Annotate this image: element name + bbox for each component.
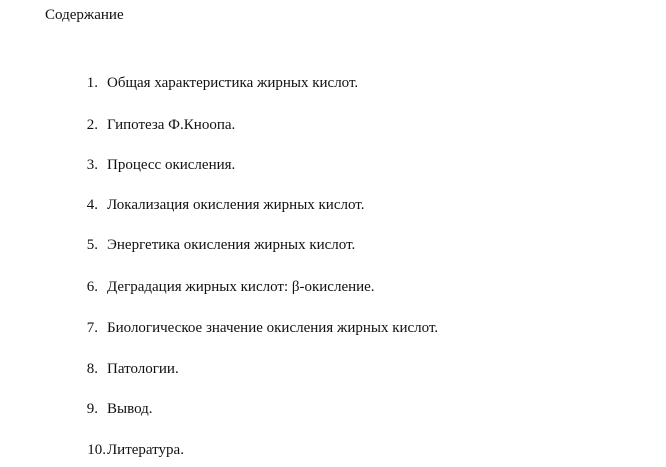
toc-item-2 — [86, 115, 236, 135]
toc-text: Литература. — [107, 442, 184, 458]
toc-number: 3. — [86, 157, 98, 173]
toc-text: Вывод. — [107, 401, 153, 417]
toc-item-4 — [86, 195, 365, 215]
toc-number: 5. — [86, 237, 98, 253]
toc-number: 7. — [86, 320, 98, 336]
toc-item-8 — [86, 359, 179, 379]
toc-text: Общая характеристика жирных кислот. — [107, 75, 359, 91]
document-title: Содержание — [45, 7, 124, 23]
toc-text: Локализация окисления жирных кислот. — [107, 197, 365, 213]
toc-item-9 — [86, 399, 153, 419]
toc-text: Патологии. — [107, 361, 179, 377]
toc-number: 8. — [86, 361, 98, 377]
toc-item-7 — [86, 318, 439, 338]
toc-item-5 — [86, 235, 356, 255]
toc-item-6 — [86, 277, 375, 297]
toc-item-3 — [86, 155, 236, 175]
toc-number: 2. — [86, 117, 98, 133]
toc-text: Процесс окисления. — [107, 157, 236, 173]
toc-number: 10. — [87, 442, 106, 458]
toc-text: Биологическое значение окисления жирных кислот. — [107, 320, 439, 336]
toc-item-1 — [86, 73, 359, 93]
toc-number: 6. — [86, 279, 98, 295]
toc-number: 1. — [86, 75, 98, 91]
toc-text: Гипотеза Ф.Кноопа. — [107, 117, 236, 133]
toc-text: Деградация жирных кислот: β-окисление. — [107, 279, 375, 295]
toc-text: Энергетика окисления жирных кислот. — [107, 237, 356, 253]
toc-number: 9. — [86, 401, 98, 417]
toc-item-10 — [87, 440, 184, 460]
toc-number: 4. — [86, 197, 98, 213]
